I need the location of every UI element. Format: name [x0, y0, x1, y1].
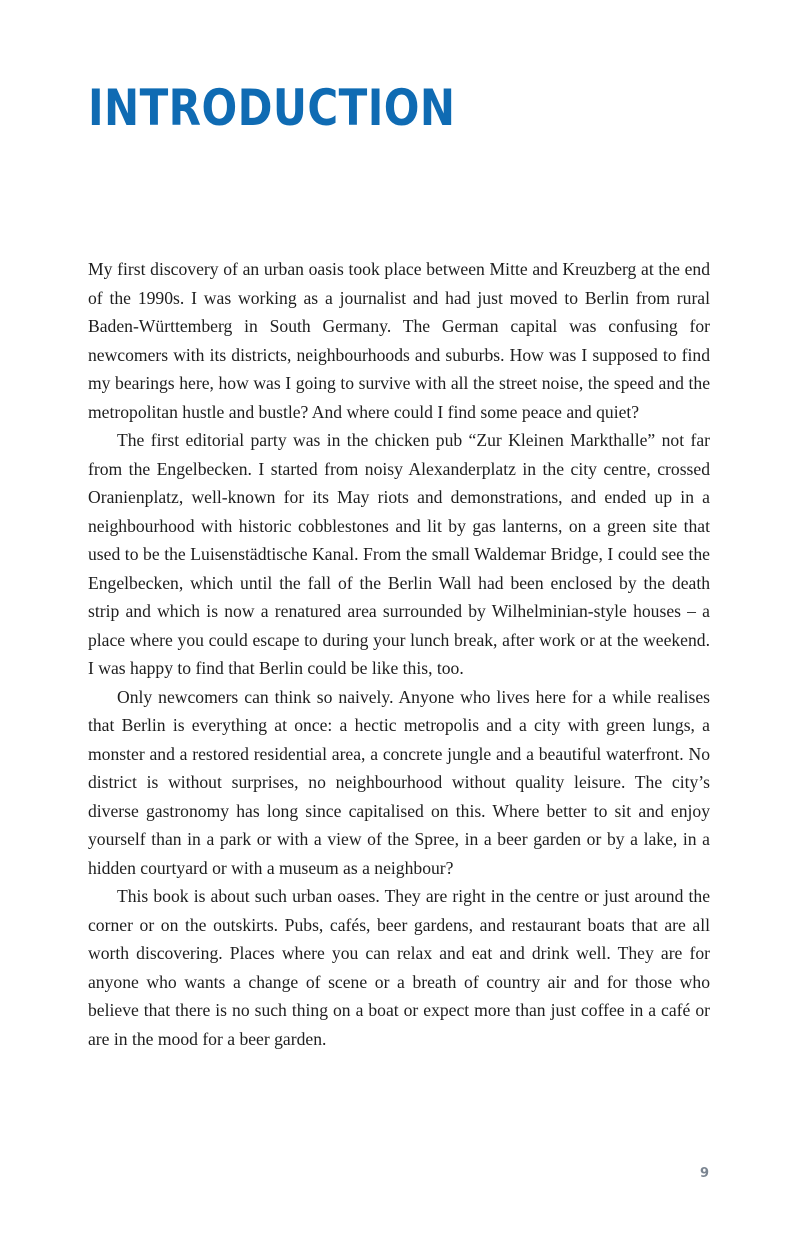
paragraph-3: Only newcomers can think so naively. Anyone who lives here for a while realises that Berlin is everything at once: a hectic metropolis and a city with green lungs, a monster and a restored residential area, a concrete jungle and a beautiful waterfront. No district is without surprises, no neighbourhood without quality leisure. The city’s diverse gastronomy has long since capitalised on this. Where better to sit and enjoy yourself than in a park or with a view of the Spree, in a beer garden or by a lake, in a hidden courtyard or with a museum as a neighbour? [88, 686, 710, 878]
paragraph-4: This book is about such urban oases. They are right in the centre or just around the corner or on the outskirts. Pubs, cafés, beer gardens, and restaurant boats that are all worth discovering. Places where you can relax and eat and drink well. They are for anyone who wants a change of scene or a breath of country air and for those who believe that there is no such thing on a boat or expect more than just coffee in a café or are in the mood for a beer garden. [88, 886, 710, 1049]
paragraph-2: The first editorial party was in the chicken pub “Zur Kleinen Markthalle” not far from the Engelbecken. I started from noisy Alexanderplatz in the city centre, crossed Oranienplatz, well-known for its May riots and demonstrations, and ended up in a neighbourhood with historic cobblestones and lit by gas lanterns, on a green site that used to be the Luisenstädtische Kanal. From the small Waldemar Bridge, I could see the Engelbecken, which until the fall of the Berlin Wall had been enclosed by the death strip and which is now a renatured area surrounded by Wilhelminian-style houses – a place where you could escape to during your lunch break, after work or at the weekend. I was happy to find that Berlin could be like this, too. [88, 430, 710, 678]
paragraph-1: My first discovery of an urban oasis took place between Mitte and Kreuzberg at the end of the 1990s. I was working as a journalist and had just moved to Berlin from rural Baden-Württemberg in South Germany. The German capital was confusing for newcomers with its districts, neighbourhoods and suburbs. How was I supposed to find my bearings here, how was I going to survive with all the street noise, the speed and the metropolitan hustle and bustle? And where could I find some peace and quiet? [88, 259, 710, 422]
page-title: INTRODUCTION [88, 79, 456, 137]
body-text [88, 255, 710, 1053]
page-number: 9 [699, 1166, 709, 1181]
